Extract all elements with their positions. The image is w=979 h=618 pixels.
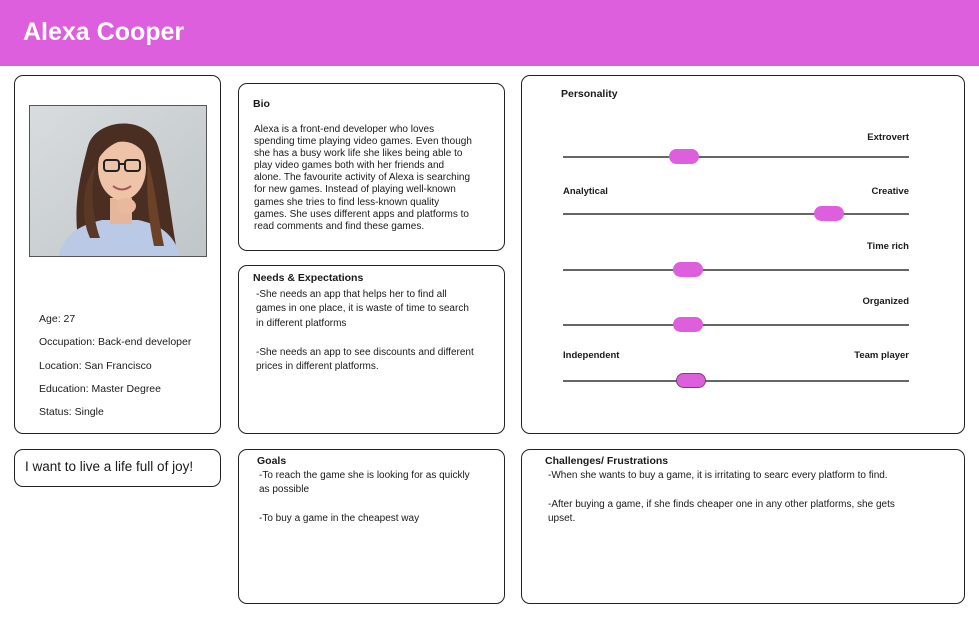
personality-title: Personality bbox=[561, 88, 618, 100]
list-item: -When she wants to buy a game, it is irritating to searc every platform to find. bbox=[548, 470, 888, 481]
slider-knob[interactable] bbox=[673, 317, 703, 332]
challenges-title: Challenges/ Frustrations bbox=[545, 455, 669, 467]
trait-right-label: Time rich bbox=[866, 241, 909, 252]
bio-text: Alexa is a front-end developer who loves spending time playing video games. Even though she has a busy work life she likes being able to play video games both with her friends and alone. The favourite activity of Alexa is searching for new games. Instead of playing well-known games she tries to find less-known quality games. She uses different apps and platforms to read comments and find these games. bbox=[254, 124, 472, 232]
slider-track bbox=[563, 324, 909, 326]
slider-knob[interactable] bbox=[814, 206, 844, 221]
goals-card bbox=[238, 449, 505, 604]
challenges-card bbox=[521, 449, 965, 604]
goals-title: Goals bbox=[257, 455, 287, 467]
header-bar bbox=[0, 0, 979, 66]
trait-right-label: Organized bbox=[862, 296, 909, 307]
bio-card bbox=[238, 83, 505, 251]
goals-list bbox=[259, 469, 470, 527]
list-item: -She needs an app that helps her to find all games in one place, it is waste of time to search in different platforms bbox=[256, 289, 469, 329]
profile-photo bbox=[29, 105, 207, 257]
trait-right-label: Team player bbox=[854, 350, 909, 361]
trait-right-label: Extrovert bbox=[867, 132, 909, 143]
list-item: -After buying a game, if she finds cheaper one in any other platforms, she gets upset. bbox=[548, 498, 895, 525]
avatar-image bbox=[30, 106, 207, 257]
needs-title: Needs & Expectations bbox=[253, 272, 364, 284]
list-item: -To buy a game in the cheapest way bbox=[259, 513, 420, 525]
quote-card bbox=[14, 449, 221, 487]
challenges-list bbox=[548, 469, 895, 527]
needs-list bbox=[256, 288, 474, 374]
trait-left-label: Analytical bbox=[563, 186, 608, 197]
slider-knob[interactable] bbox=[676, 373, 706, 388]
list-item: -She needs an app to see discounts and different prices in different platforms. bbox=[256, 346, 474, 373]
fact-education: Education: Master Degree bbox=[39, 382, 161, 395]
persona-name: Alexa Cooper bbox=[23, 18, 185, 46]
slider-track bbox=[563, 213, 909, 215]
trait-right-label: Creative bbox=[871, 186, 909, 197]
profile-card bbox=[14, 75, 221, 434]
quote-text: I want to live a life full of joy! bbox=[25, 459, 194, 474]
slider-track bbox=[563, 156, 909, 158]
slider-knob[interactable] bbox=[669, 149, 699, 164]
slider-track bbox=[563, 269, 909, 271]
profile-facts bbox=[39, 313, 191, 429]
fact-status: Status: Single bbox=[39, 406, 104, 419]
needs-card bbox=[238, 265, 505, 434]
trait-left-label: Independent bbox=[563, 350, 620, 361]
fact-age: Age: 27 bbox=[39, 313, 76, 325]
slider-track bbox=[563, 380, 909, 382]
personality-card bbox=[521, 75, 965, 434]
bio-title: Bio bbox=[253, 98, 270, 110]
fact-occupation: Occupation: Back-end developer bbox=[39, 336, 192, 349]
slider-knob[interactable] bbox=[673, 262, 703, 277]
list-item: -To reach the game she is looking for as quickly as possible bbox=[259, 470, 470, 496]
fact-location: Location: San Francisco bbox=[39, 359, 152, 372]
